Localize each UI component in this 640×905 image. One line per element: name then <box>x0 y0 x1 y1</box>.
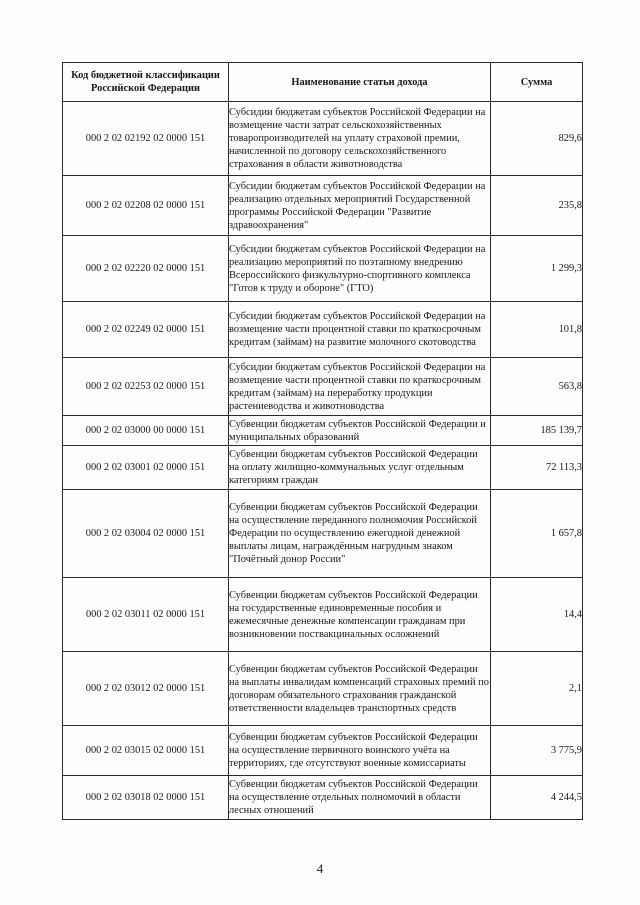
row-code: 000 2 02 02220 02 0000 151 <box>63 236 229 302</box>
table-body <box>63 102 583 820</box>
table-row <box>63 490 583 578</box>
row-name: Субсидии бюджетам субъектов Российской Федерации на возмещение части затрат сельскохозяйственных товаропроизводителей на уплату страховой премии, начисленной по договору сельскохозяйственного страхования в области животноводства <box>229 102 491 176</box>
page-number: 4 <box>316 861 324 876</box>
table-row <box>63 416 583 446</box>
table-row <box>63 578 583 652</box>
row-code: 000 2 02 03015 02 0000 151 <box>63 726 229 776</box>
row-sum: 563,8 <box>491 358 583 416</box>
row-sum: 2,1 <box>491 652 583 726</box>
row-sum: 235,8 <box>491 176 583 236</box>
table-row <box>63 102 583 176</box>
row-code: 000 2 02 03012 02 0000 151 <box>63 652 229 726</box>
row-sum: 72 113,3 <box>491 446 583 490</box>
row-name: Субсидии бюджетам субъектов Российской Федерации на возмещение части процентной ставки по краткосрочным кредитам (займам) на развитие молочного скотоводства <box>229 302 491 358</box>
table-row <box>63 446 583 490</box>
row-code: 000 2 02 02192 02 0000 151 <box>63 102 229 176</box>
row-name: Субвенции бюджетам субъектов Российской Федерации на выплаты инвалидам компенсаций страховых премий по договорам обязательного страхования гражданской ответственности владельцев транспортных средств <box>229 652 491 726</box>
row-name: Субсидии бюджетам субъектов Российской Федерации на реализацию отдельных мероприятий Государственной программы Российской Федерации "Развитие здравоохранения" <box>229 176 491 236</box>
row-name: Субвенции бюджетам субъектов Российской Федерации на государственные единовременные пособия и ежемесячные денежные компенсации гражданам при возникновении поствакцинальных осложнений <box>229 578 491 652</box>
row-code: 000 2 02 03000 00 0000 151 <box>63 416 229 446</box>
table-row <box>63 302 583 358</box>
row-name: Субвенции бюджетам субъектов Российской Федерации и муниципальных образований <box>229 416 491 446</box>
row-sum: 3 775,9 <box>491 726 583 776</box>
header-code: Код бюджетной классификации Российской Федерации <box>63 63 229 102</box>
table-row <box>63 358 583 416</box>
row-code: 000 2 02 02208 02 0000 151 <box>63 176 229 236</box>
row-code: 000 2 02 02249 02 0000 151 <box>63 302 229 358</box>
row-name: Субвенции бюджетам субъектов Российской Федерации на оплату жилищно-коммунальных услуг отдельным категориям граждан <box>229 446 491 490</box>
row-name: Субсидии бюджетам субъектов Российской Федерации на возмещение части процентной ставки по краткосрочным кредитам (займам) на переработку продукции растениеводства и животноводства <box>229 358 491 416</box>
row-name: Субвенции бюджетам субъектов Российской Федерации на осуществление отдельных полномочий в области лесных отношений <box>229 776 491 820</box>
row-sum: 185 139,7 <box>491 416 583 446</box>
header-name: Наименование статьи дохода <box>229 63 491 102</box>
row-code: 000 2 02 03004 02 0000 151 <box>63 490 229 578</box>
row-sum: 101,8 <box>491 302 583 358</box>
table-row <box>63 776 583 820</box>
table-row <box>63 176 583 236</box>
row-sum: 14,4 <box>491 578 583 652</box>
row-code: 000 2 02 02253 02 0000 151 <box>63 358 229 416</box>
revenue-table <box>62 62 583 820</box>
row-sum: 1 299,3 <box>491 236 583 302</box>
row-code: 000 2 02 03018 02 0000 151 <box>63 776 229 820</box>
row-code: 000 2 02 03011 02 0000 151 <box>63 578 229 652</box>
row-name: Субвенции бюджетам субъектов Российской Федерации на осуществление первичного воинского учёта на территориях, где отсутствуют военные комиссариаты <box>229 726 491 776</box>
row-sum: 1 657,8 <box>491 490 583 578</box>
header-sum: Сумма <box>491 63 583 102</box>
table-row <box>63 726 583 776</box>
row-sum: 4 244,5 <box>491 776 583 820</box>
table-row <box>63 236 583 302</box>
row-sum: 829,6 <box>491 102 583 176</box>
row-code: 000 2 02 03001 02 0000 151 <box>63 446 229 490</box>
row-name: Субвенции бюджетам субъектов Российской Федерации на осуществление переданного полномочия Российской Федерации по осуществлению ежегодной денежной выплаты лицам, награждённым нагрудным знаком "Почётный донор России" <box>229 490 491 578</box>
table-header-row <box>63 63 583 102</box>
row-name: Субсидии бюджетам субъектов Российской Федерации на реализацию мероприятий по поэтапному внедрению Всероссийского физкультурно-спортивного комплекса "Готов к труду и обороне" (ГТО) <box>229 236 491 302</box>
table-row <box>63 652 583 726</box>
